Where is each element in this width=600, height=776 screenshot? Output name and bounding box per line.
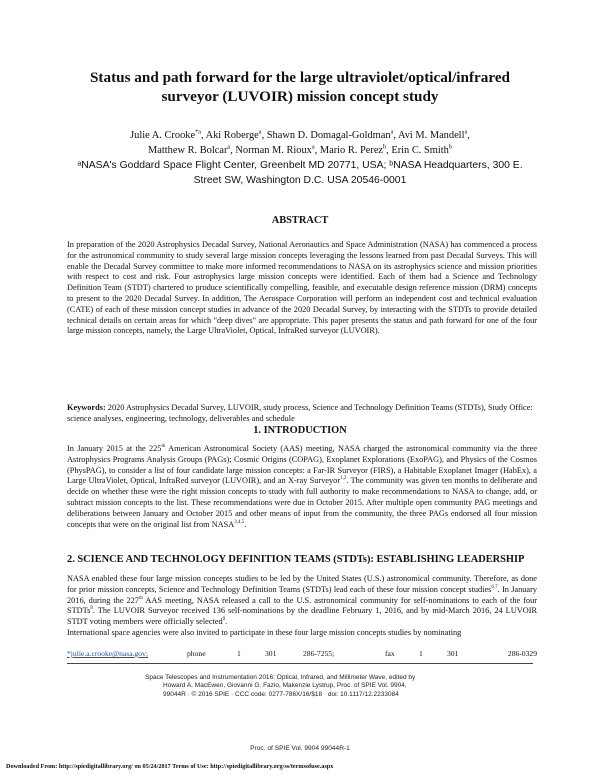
- author-affil-mark: a: [227, 143, 231, 151]
- author-affil-mark: a: [258, 128, 262, 136]
- page-footer: Proc. of SPIE Vol. 9904 99044R-1: [250, 745, 350, 752]
- abstract-heading: ABSTRACT: [271, 215, 329, 226]
- text-run: .: [244, 519, 247, 529]
- text-run: AAS meeting, NASA released a call to the U.S. astronomical community for self-nominations to each of the four STDTs: [67, 595, 537, 616]
- text-run: .: [225, 617, 228, 627]
- author-affil-mark: a: [311, 143, 315, 151]
- affiliations: [40, 158, 560, 188]
- author-name: Matthew R. Bolcar: [148, 145, 228, 156]
- text-run: NASA enabled these four large mission concepts studies to be led by the United States (U.S.) astronomical community. Therefore, as done for prior mission concepts, Science and Technology Definition Teams (STDTs) lead each of these four mission concept studies: [67, 574, 537, 594]
- phone-number: 286-7255;: [303, 649, 335, 658]
- phone-country-code: 1: [237, 649, 241, 658]
- section-2-heading: 2. SCIENCE AND TECHNOLOGY DEFINITION TEAMS (STDTs): ESTABLISHING LEADERSHIP: [67, 554, 525, 565]
- author-affil-mark: *a: [195, 128, 201, 136]
- author-name: , Avi M. Mandell: [393, 130, 465, 141]
- corresponding-author-footnote: [67, 649, 537, 658]
- section-2-text: [67, 574, 537, 628]
- keywords: [67, 403, 537, 425]
- publication-line-1: Space Telescopes and Instrumentation 2016: Optical, Infrared, and Millimeter Wave, edited by: [145, 674, 416, 681]
- email-link[interactable]: *julie.a.crooke@nasa.gov;: [67, 649, 149, 658]
- keywords-label: Keywords:: [67, 403, 106, 412]
- author-list: [40, 128, 560, 158]
- download-notice: Downloaded From: http://spiedigitallibrary.org/ on 05/24/2017 Terms of Use: http://spiedigitallibrary.org/ss/termsofuse.aspx: [6, 763, 334, 770]
- section-2-text-2: International space agencies were also invited to participate in these four large mission concepts studies by nominating: [67, 628, 462, 637]
- fax-label: fax: [385, 649, 395, 658]
- title-line-2: surveyor (LUVOIR) mission concept study: [161, 88, 439, 105]
- superscript: th: [138, 595, 143, 601]
- author-line-2: [40, 143, 560, 158]
- publication-info: [145, 674, 455, 699]
- affiliation-line-1: ᵃNASA's Goddard Space Flight Center, Greenbelt MD 20771, USA; ᵇNASA Headquarters, 300 E.: [77, 160, 523, 171]
- author-name: , Shawn D. Domagal-Goldman: [261, 130, 391, 141]
- section-1-heading: 1. INTRODUCTION: [253, 425, 347, 436]
- footnote-divider: [67, 663, 533, 664]
- text-run: . The LUVOIR Surveyor received 136 self-nominations by the deadline February 1, 2016, and by mid-March 2016, 24 LUVOIR STDT voting members were officially selected: [67, 606, 537, 627]
- author-affil-mark: b: [383, 143, 387, 151]
- citation-mark: 1,2: [340, 476, 347, 482]
- fax-country-code: 1: [419, 649, 423, 658]
- phone-label: phone: [187, 649, 206, 658]
- abstract-text: In preparation of the 2020 Astrophysics Decadal Survey, National Aeronautics and Space Administration (NASA) has commenced a process for the astronomical community to study several large mission concepts leveraging the lessons learned from past Decadal Surveys. This will enable the Decadal Survey committee to make more informed recommendations to NASA on its astrophysics science and mission priorities with respect to cost and risk. Four astrophysics large mission concepts were identified. Each of them had a Science and Technology Definition Team (STDT) chartered to produce scientifically compelling, feasible, and executable design reference mission (DRM) concepts to present to the 2020 Decadal Survey. In addition, The Aerospace Corporation will perform an independent cost and technical evaluation (CATE) of each of these mission concept studies in advance of the 2020 Decadal Survey, by interacting with the STDTs to provide detailed technical details on certain areas for which "deep dives" are appropriate. This paper presents the status and path forward for one of the four large mission concepts, namely, the Large UltraViolet, Optical, InfraRed surveyor (LUVOIR).: [67, 240, 537, 336]
- text-run: American Astronomical Society (AAS) meeting, NASA charged the astronomical community via the three Astrophysics Programs Analysis Groups (PAGs); Cosmic Origins (COPAG), Exoplanet Explorations (ExoPAG), and Physics of the Cosmos (PhysPAG), to consider a list of four candidate large mission concepts: a Far-IR Surveyor (FIRS), a Habitable Exoplanet Imager (HabEx), a Large UltraViolet, Optical, InfraRed surveyor (LUVOIR), and an X-ray Surveyor: [67, 444, 538, 486]
- citation-mark: 3,4,5: [234, 519, 245, 525]
- author-separator: ,: [467, 130, 470, 141]
- author-name: , Erin C. Smith: [386, 145, 449, 156]
- fax-number: 286-0329: [507, 649, 537, 658]
- fax-area-code: 301: [447, 649, 459, 658]
- author-name: , Mario R. Perez: [314, 145, 384, 156]
- author-name: , Norman M. Rioux: [230, 145, 312, 156]
- author-affil-mark: b: [448, 143, 452, 151]
- publication-line-3: 99044R · © 2016 SPIE · CCC code: 0277-786X/16/$18 · doi: 10.1117/12.2233084: [163, 690, 399, 698]
- text-run: . In January 2016, during the 227: [67, 584, 537, 605]
- affiliation-line-2: Street SW, Washington D.C. USA 20546-0001: [193, 175, 407, 186]
- phone-area-code: 301: [265, 649, 277, 658]
- author-name: Julie A. Crooke: [130, 130, 196, 141]
- author-name: , Aki Roberge: [200, 130, 259, 141]
- text-run: In January 2015 at the 225: [67, 444, 162, 453]
- section-1-text: [67, 444, 537, 530]
- author-affil-mark: a: [390, 128, 394, 136]
- citation-mark: 8: [90, 606, 93, 612]
- publication-line-2: Howard A. MacEwen, Giovanni G. Fazio, Makenzie Lystrup, Proc. of SPIE Vol. 9904,: [163, 682, 407, 690]
- keywords-text: 2020 Astrophysics Decadal Survey, LUVOIR, study process, Science and Technology Definition Teams (STDTs), Study Office: science analyses, engineering, technology, deliverables and schedule: [67, 403, 533, 423]
- citation-mark: 9: [222, 617, 226, 623]
- text-run: . The community was given ten months to deliberate and decide on whether these were the right mission concepts to study with full authority to make recommendations to NASA to change, add, or subtract mission concepts to the list. These recommendations were due in October 2015. After multiple open community PAG meetings and deliberations between January and October 2015 and other means of input from the community, the three PAGs endorsed all four mission concepts that were on the original list from NASA: [67, 476, 537, 529]
- superscript: th: [161, 444, 166, 450]
- paper-title: [40, 68, 560, 106]
- title-line-1: Status and path forward for the large ultraviolet/optical/infrared: [89, 69, 511, 86]
- author-line-1: [40, 128, 560, 143]
- author-affil-mark: a: [464, 128, 468, 136]
- citation-mark: 6,7: [491, 585, 498, 591]
